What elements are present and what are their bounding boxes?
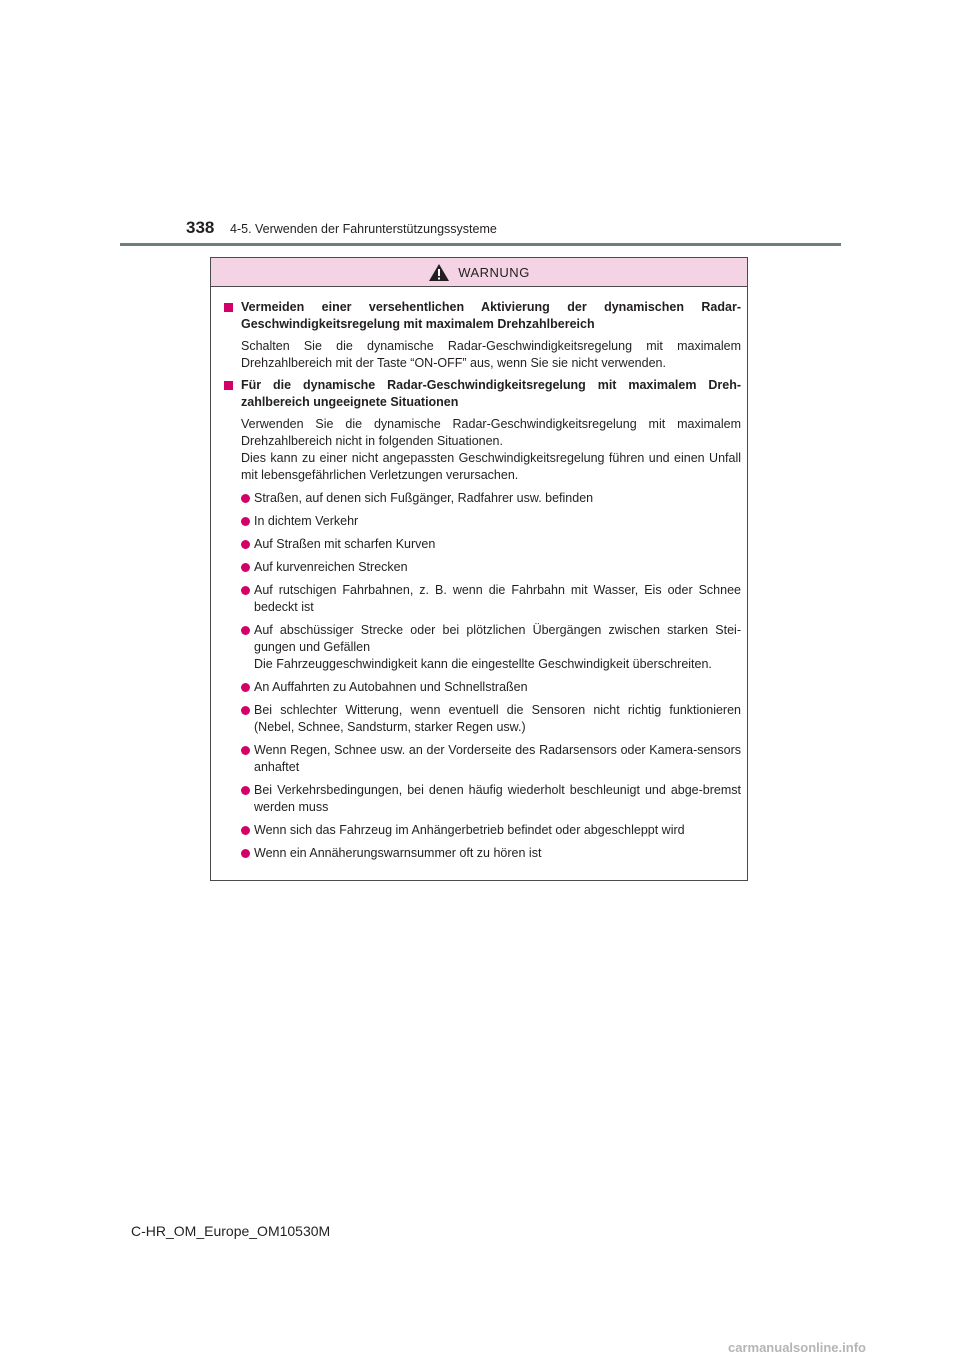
list-item-text: Bei Verkehrsbedingungen, bei denen häufig wiederholt beschleunigt und abge-bremst werden muss bbox=[254, 783, 741, 814]
round-bullet-icon bbox=[241, 586, 250, 595]
list-item-text: Auf rutschigen Fahrbahnen, z. B. wenn die Fahrbahn mit Wasser, Eis oder Schnee bedeckt ist bbox=[254, 583, 741, 614]
round-bullet-icon bbox=[241, 706, 250, 715]
section-paragraph: Dies kann zu einer nicht angepassten Geschwindigkeitsregelung führen und einen Unfall mit lebensgefährlichen Verletzungen verursachen. bbox=[241, 451, 741, 482]
round-bullet-icon bbox=[241, 626, 250, 635]
list-item bbox=[224, 702, 741, 736]
section-heading-text: Vermeiden einer versehentlichen Aktivierung der dynamischen Radar-Geschwindigkeitsregelung mit maximalem Drehzahlbereich bbox=[241, 300, 741, 331]
list-item bbox=[224, 679, 741, 696]
list-item bbox=[224, 582, 741, 616]
round-bullet-icon bbox=[241, 786, 250, 795]
list-item-text: Wenn ein Annäherungswarnsummer oft zu hören ist bbox=[254, 846, 542, 860]
page-number: 338 bbox=[186, 218, 215, 237]
warning-header bbox=[211, 258, 747, 287]
list-item bbox=[224, 782, 741, 816]
round-bullet-icon bbox=[241, 683, 250, 692]
section-heading bbox=[224, 377, 741, 411]
list-item-text: Straßen, auf denen sich Fußgänger, Radfahrer usw. befinden bbox=[254, 491, 594, 505]
footer-code: C-HR_OM_Europe_OM10530M bbox=[131, 1223, 331, 1239]
list-item bbox=[224, 490, 741, 507]
round-bullet-icon bbox=[241, 540, 250, 549]
section-paragraph: Verwenden Sie die dynamische Radar-Geschwindigkeitsregelung mit maximalem Drehzahlbereich nicht in folgenden Situationen. bbox=[241, 417, 741, 448]
warning-title: WARNUNG bbox=[458, 264, 530, 280]
list-item bbox=[224, 845, 741, 862]
list-item-note: Die Fahrzeuggeschwindigkeit kann die eingestellte Geschwindigkeit überschreiten. bbox=[254, 657, 712, 671]
round-bullet-icon bbox=[241, 494, 250, 503]
warning-triangle-icon bbox=[428, 263, 450, 282]
list-item-text: Auf Straßen mit scharfen Kurven bbox=[254, 537, 436, 551]
list-item-text: Auf kurvenreichen Strecken bbox=[254, 560, 408, 574]
square-bullet-icon bbox=[224, 381, 233, 390]
warning-box bbox=[210, 257, 748, 881]
section-text bbox=[224, 416, 741, 484]
square-bullet-icon bbox=[224, 303, 233, 312]
round-bullet-icon bbox=[241, 517, 250, 526]
list-item-text: Wenn sich das Fahrzeug im Anhängerbetrieb befindet oder abgeschleppt wird bbox=[254, 823, 685, 837]
round-bullet-icon bbox=[241, 849, 250, 858]
list-item-text: Auf abschüssiger Strecke oder bei plötzlichen Übergängen zwischen starken Stei-gungen und Gefällen bbox=[254, 623, 741, 654]
list-item bbox=[224, 559, 741, 576]
warning-body bbox=[211, 287, 747, 862]
list-item-text: In dichtem Verkehr bbox=[254, 514, 359, 528]
list-item-text: Wenn Regen, Schnee usw. an der Vorderseite des Radarsensors oder Kamera-sensors anhaftet bbox=[254, 743, 741, 774]
round-bullet-icon bbox=[241, 746, 250, 755]
header-rule bbox=[120, 243, 841, 246]
list-item bbox=[224, 742, 741, 776]
list-item bbox=[224, 822, 741, 839]
list-item-text: Bei schlechter Witterung, wenn eventuell die Sensoren nicht richtig funktionieren (Nebel, Schnee, Sandsturm, starker Regen usw.) bbox=[254, 703, 741, 734]
list-item bbox=[224, 513, 741, 530]
chapter-title: 4-5. Verwenden der Fahrunterstützungssysteme bbox=[230, 222, 497, 236]
section-paragraph: Schalten Sie die dynamische Radar-Geschwindigkeitsregelung mit maximalem Drehzahlbereich mit der Taste “ON-OFF” aus, wenn Sie sie nicht verwenden. bbox=[241, 339, 741, 370]
list-item-text: An Auffahrten zu Autobahnen und Schnellstraßen bbox=[254, 680, 528, 694]
section-heading-text: Für die dynamische Radar-Geschwindigkeitsregelung mit maximalem Dreh-zahlbereich ungeeignete Situationen bbox=[241, 378, 741, 409]
list-item bbox=[224, 536, 741, 553]
watermark: carmanualsonline.info bbox=[728, 1340, 866, 1355]
round-bullet-icon bbox=[241, 826, 250, 835]
round-bullet-icon bbox=[241, 563, 250, 572]
section-text bbox=[224, 338, 741, 372]
section-heading bbox=[224, 299, 741, 333]
list-item bbox=[224, 622, 741, 673]
